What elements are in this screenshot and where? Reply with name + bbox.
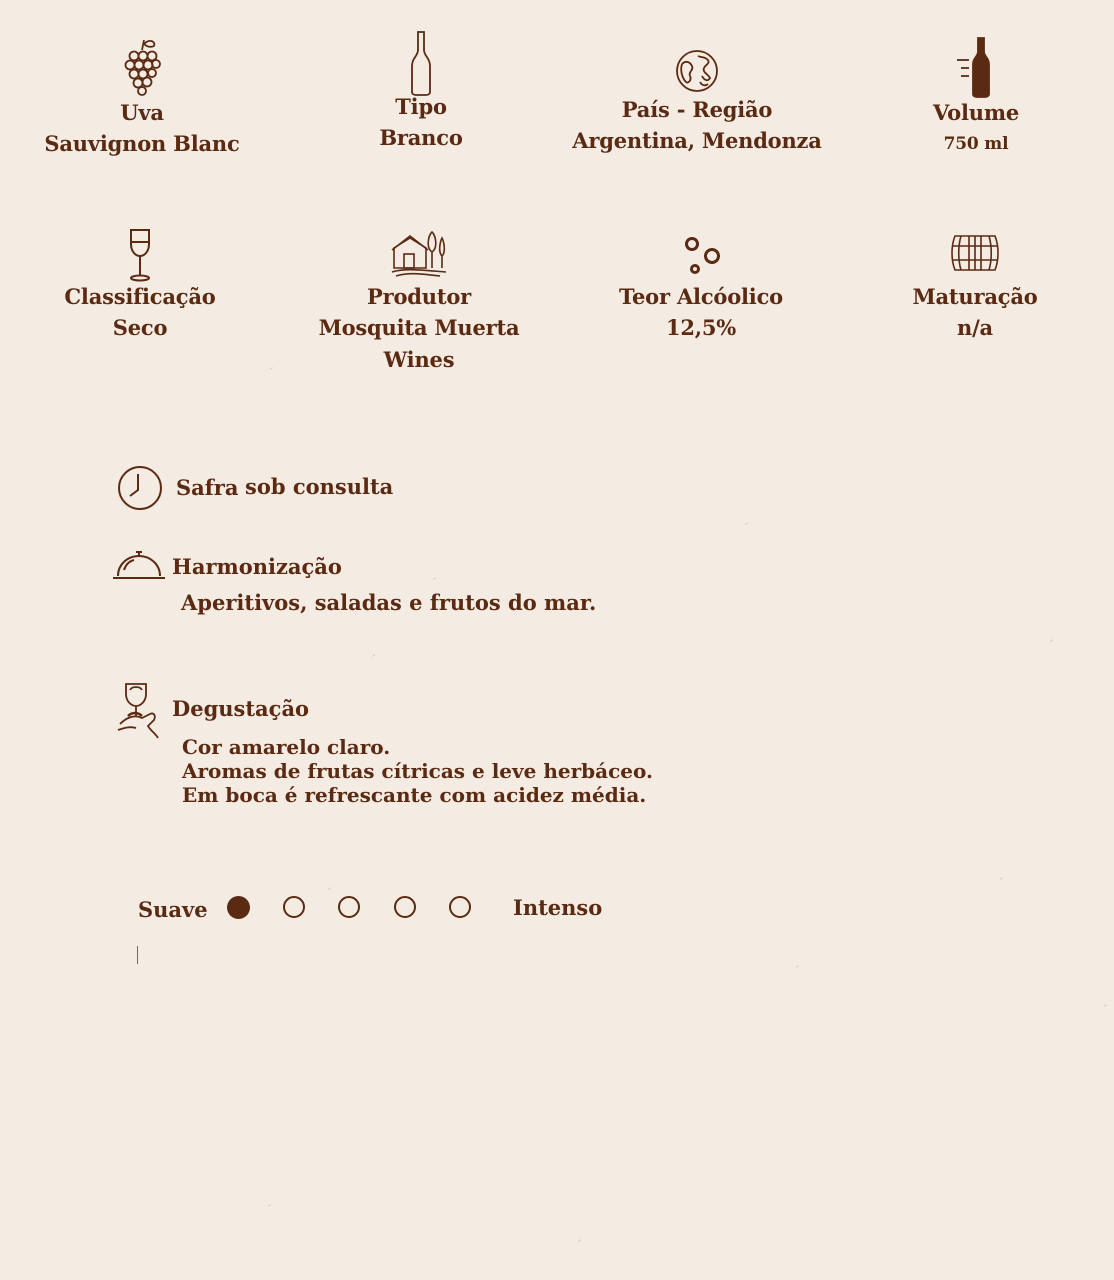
pairing-text: Aperitivos, saladas e frutos do mar. (181, 590, 597, 615)
tasting-line: Em boca é refrescante com acidez média. (182, 783, 647, 807)
text-cursor (137, 946, 140, 964)
spec-value: n/a (957, 315, 993, 340)
spec-classification (10, 228, 270, 344)
intensity-dot (449, 896, 471, 918)
spec-value: Argentina, Mendonza (572, 128, 822, 153)
spec-grape (12, 36, 272, 160)
spec-producer (289, 228, 549, 376)
clock-icon (116, 464, 164, 516)
safra-label: Safra (176, 475, 239, 500)
winery-icon (289, 228, 549, 282)
bottle-volume-icon (846, 36, 1106, 98)
intensity-max-label: Intenso (513, 895, 603, 920)
wine-glass-icon (10, 228, 270, 282)
grape-icon (12, 36, 272, 98)
spec-maturation (845, 232, 1105, 344)
spec-label: Tipo (395, 94, 447, 119)
spec-label: Volume (933, 100, 1019, 125)
spec-label: Classificação (64, 284, 216, 309)
cloche-icon (112, 546, 166, 586)
intensity-dot (338, 896, 360, 918)
spec-type (291, 30, 551, 154)
spec-region (567, 48, 827, 157)
tasting-line: Cor amarelo claro. (182, 735, 391, 759)
tasting-notes (182, 735, 653, 807)
spec-alcohol (571, 232, 831, 344)
barrel-icon (845, 232, 1105, 282)
spec-value: Mosquita Muerta Wines (318, 315, 520, 372)
intensity-dot (227, 896, 250, 919)
intensity-dot (283, 896, 305, 918)
pairing-label: Harmonização (172, 554, 342, 579)
bubbles-icon (571, 232, 831, 282)
spec-value: 750 ml (943, 134, 1009, 154)
intensity-min-label: Suave (138, 897, 208, 922)
globe-icon (567, 48, 827, 98)
safra-value: sob consulta (245, 474, 394, 499)
spec-value: Branco (379, 125, 463, 150)
tasting-label: Degustação (172, 696, 310, 721)
bottle-icon (291, 30, 551, 98)
spec-label: Uva (120, 100, 164, 125)
spec-value: Seco (112, 315, 168, 340)
intensity-scale (0, 880, 700, 940)
intensity-dot (394, 896, 416, 918)
spec-volume (846, 36, 1106, 160)
spec-value: Sauvignon Blanc (44, 131, 240, 156)
spec-label: Teor Alcóolico (619, 284, 783, 309)
spec-label: Maturação (912, 284, 1038, 309)
spec-label: Produtor (367, 284, 471, 309)
tasting-line: Aromas de frutas cítricas e leve herbáceo. (182, 759, 653, 783)
spec-value: 12,5% (665, 315, 737, 340)
spec-label: País - Região (621, 97, 773, 122)
tasting-glass-icon (116, 680, 162, 744)
